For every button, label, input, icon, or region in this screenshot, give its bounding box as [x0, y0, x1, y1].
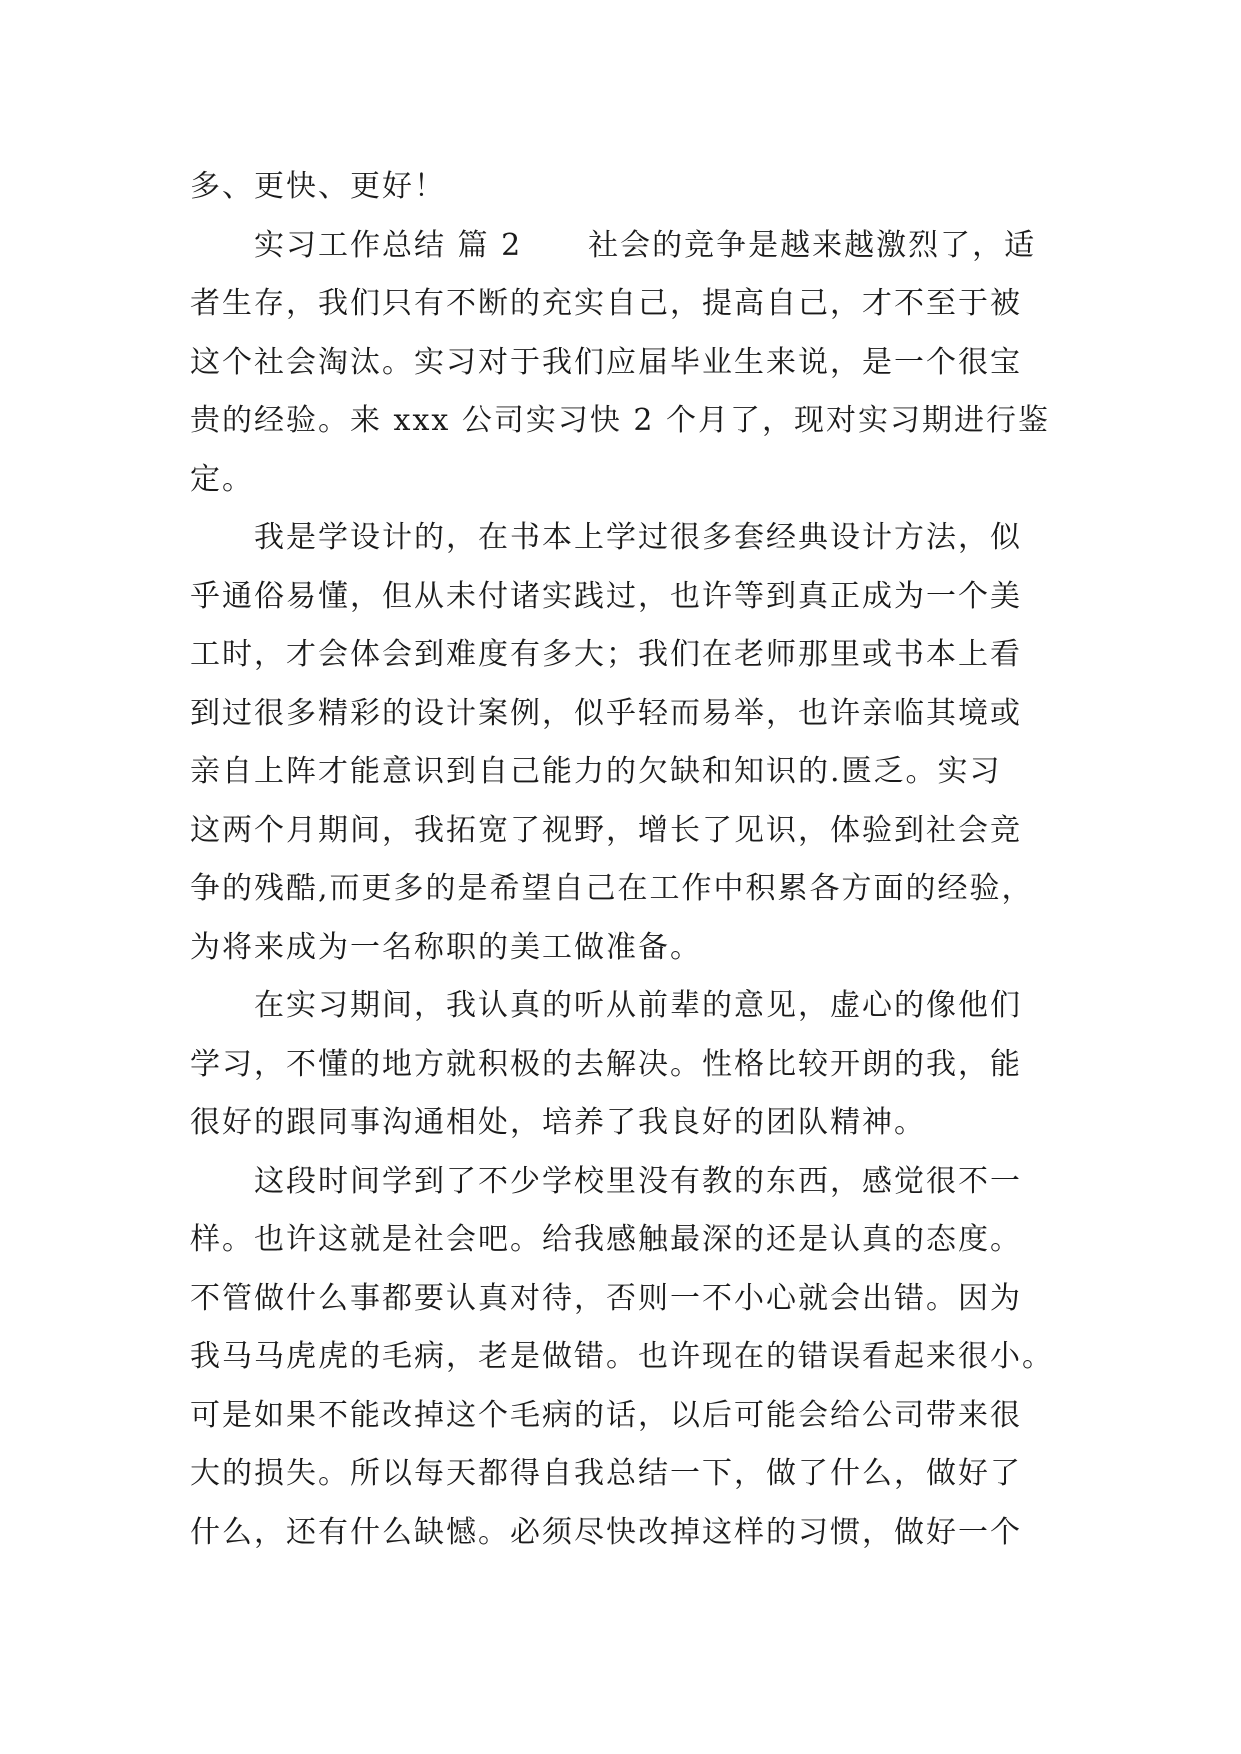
text-line: [190, 1036, 1060, 1095]
text-line-content: 争的残酷,而更多的是希望自己在工作中积累各方面的经验，: [190, 871, 1034, 906]
text-line-content: 很好的跟同事沟通相处，培养了我良好的团队精神。: [190, 1105, 926, 1140]
text-line: [190, 743, 1060, 802]
text-line-content: 多、更快、更好！: [190, 169, 446, 204]
text-line: [190, 626, 1060, 685]
section-heading-line: [190, 217, 1060, 276]
text-line-content: 这两个月期间，我拓宽了视野，增长了见识，体验到社会竞: [190, 812, 1022, 848]
paragraph-start-line: [190, 1153, 1060, 1212]
text-line-content: 定。: [190, 461, 254, 497]
text-line: [190, 158, 1060, 217]
text-line: [190, 919, 1060, 978]
text-line: [190, 685, 1060, 744]
text-line: [190, 1211, 1060, 1270]
text-line: [190, 1445, 1060, 1504]
text-line: [190, 392, 1060, 451]
text-line-content: 贵的经验。来 xxx 公司实习快 2 个月了，现对实习期进行鉴: [190, 403, 1050, 438]
text-line: [190, 1270, 1060, 1329]
text-line: [190, 451, 1060, 510]
text-line: [190, 1387, 1060, 1446]
paragraph-start-line: [190, 509, 1060, 568]
text-line: [190, 1094, 1060, 1153]
text-line-content: 大的损失。所以每天都得自我总结一下，做了什么，做好了: [190, 1456, 1022, 1491]
text-line-content: 在实习期间，我认真的听从前辈的意见，虚心的像他们: [254, 988, 1022, 1023]
paragraph-start-line: [190, 977, 1060, 1036]
text-line: [190, 275, 1060, 334]
text-line-content: 我是学设计的，在书本上学过很多套经典设计方法，似: [254, 520, 1022, 555]
text-line-content: 什么，还有什么缺憾。必须尽快改掉这样的习惯，做好一个: [190, 1514, 1022, 1550]
text-line-content: 这段时间学到了不少学校里没有教的东西，感觉很不一: [254, 1163, 1022, 1199]
text-line-content: 亲自上阵才能意识到自己能力的欠缺和知识的.匮乏。实习: [190, 754, 1002, 789]
text-line-content: 不管做什么事都要认真对待，否则一不小心就会出错。因为: [190, 1280, 1022, 1316]
text-line-content: 我马马虎虎的毛病，老是做错。也许现在的错误看起来很小。: [190, 1339, 1054, 1374]
text-line: [190, 860, 1060, 919]
text-line-content: 为将来成为一名称职的美工做准备。: [190, 929, 702, 965]
text-line: [190, 802, 1060, 861]
text-line-content: 可是如果不能改掉这个毛病的话，以后可能会给公司带来很: [190, 1397, 1022, 1433]
text-line: [190, 568, 1060, 627]
text-line: [190, 1328, 1060, 1387]
text-line: [190, 1504, 1060, 1563]
text-line-content: 者生存，我们只有不断的充实自己，提高自己，才不至于被: [190, 286, 1022, 321]
section-heading: 实习工作总结 篇 2: [254, 227, 523, 263]
text-line-content: 工时，才会体会到难度有多大；我们在老师那里或书本上看: [190, 637, 1022, 672]
text-line-content: 学习，不懂的地方就积极的去解决。性格比较开朗的我，能: [190, 1046, 1022, 1082]
text-line-content: 这个社会淘汰。实习对于我们应届毕业生来说，是一个很宝: [190, 344, 1022, 380]
text-line-content: 社会的竞争是越来越激烈了，适: [588, 227, 1037, 263]
text-line-content: 乎通俗易懂，但从未付诸实践过，也许等到真正成为一个美: [190, 578, 1022, 614]
text-line-content: 样。也许这就是社会吧。给我感触最深的还是认真的态度。: [190, 1222, 1022, 1257]
document-body: [190, 158, 1060, 1562]
text-line: [190, 334, 1060, 393]
text-line-content: 到过很多精彩的设计案例，似乎轻而易举，也许亲临其境或: [190, 695, 1022, 731]
